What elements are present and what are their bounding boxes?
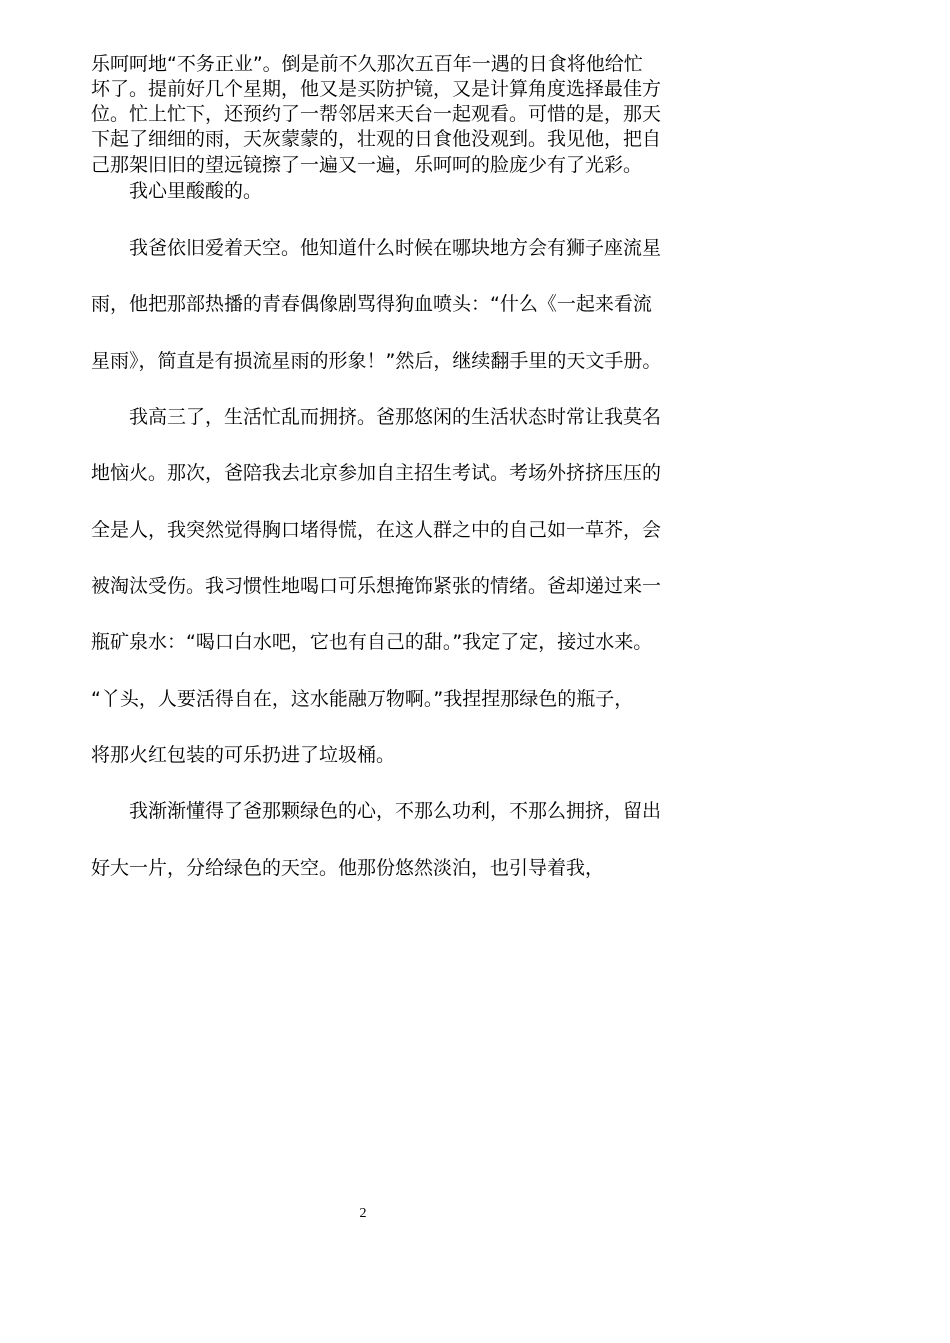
text-line: 好大一片，分给绿色的天空。他那份悠然淡泊，也引导着我， [91, 857, 605, 879]
text-line: 我渐渐懂得了爸那颗绿色的心，不那么功利，不那么拥挤，留出 [91, 800, 662, 822]
text-line: 全是人，我突然觉得胸口堵得慌，在这人群之中的自己如一草芥，会 [91, 519, 662, 541]
text-line: 地恼火。那次，爸陪我去北京参加自主招生考试。考场外挤挤压压的 [91, 462, 662, 484]
text-line: “丫头，人要活得自在，这水能融万物啊。”我捏捏那绿色的瓶子， [91, 688, 634, 710]
text-line: 被淘汰受伤。我习惯性地喝口可乐想掩饰紧张的情绪。爸却递过来一 [91, 575, 662, 597]
text-line: 我高三了，生活忙乱而拥挤。爸那悠闲的生活状态时常让我莫名 [91, 406, 662, 428]
text-line: 位。忙上忙下，还预约了一帮邻居来天台一起观看。可惜的是，那天 [91, 103, 662, 125]
text-line: 我心里酸酸的。 [91, 180, 263, 202]
text-line: 坏了。提前好几个星期，他又是买防护镜，又是计算角度选择最佳方 [91, 78, 662, 100]
text-line: 我爸依旧爱着天空。他知道什么时候在哪块地方会有狮子座流星 [91, 237, 662, 259]
text-line: 将那火红包装的可乐扔进了垃圾桶。 [91, 744, 396, 766]
text-line: 乐呵呵地“不务正业”。倒是前不久那次五百年一遇的日食将他给忙 [91, 53, 643, 75]
page-number: 2 [359, 1206, 367, 1221]
text-line: 瓶矿泉水：“喝口白水吧，它也有自己的甜。”我定了定，接过水来。 [91, 631, 653, 653]
text-line: 雨，他把那部热播的青春偶像剧骂得狗血喷头：“什么《一起来看流 [91, 293, 652, 315]
text-line: 己那架旧旧的望远镜擦了一遍又一遍，乐呵呵的脸庞少有了光彩。 [91, 154, 643, 176]
text-line: 下起了细细的雨，天灰蒙蒙的，壮观的日食他没观到。我见他，把自 [91, 128, 662, 150]
text-line: 星雨》，简直是有损流星雨的形象！”然后，继续翻手里的天文手册。 [91, 350, 662, 372]
